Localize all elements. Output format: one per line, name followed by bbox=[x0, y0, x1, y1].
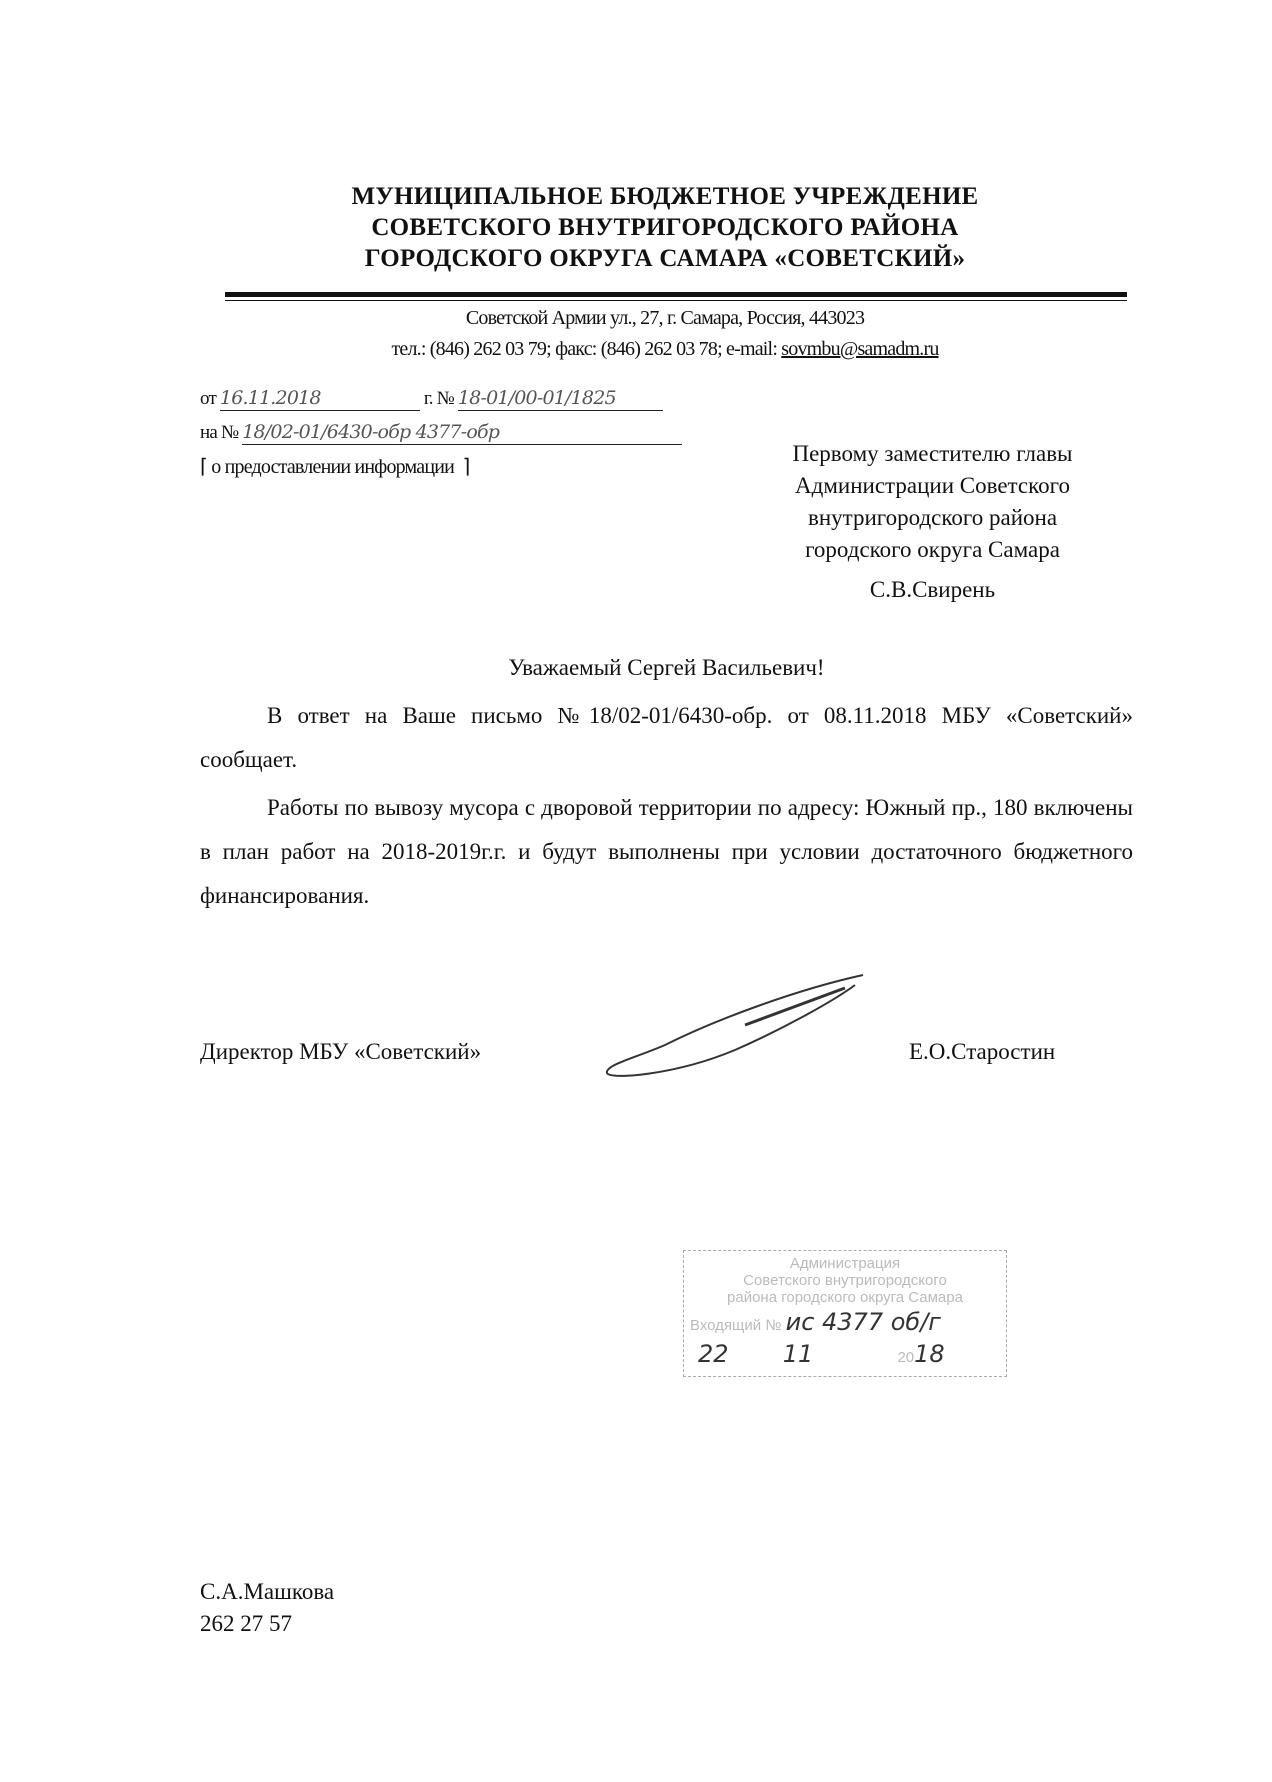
stamp-incoming-label: Входящий № bbox=[690, 1317, 782, 1334]
outgoing-ref bbox=[200, 382, 720, 416]
outgoing-number: 18-01/00-01/1825 bbox=[458, 386, 663, 411]
bracket-right: ⌉ bbox=[454, 456, 470, 478]
stamp-day: 22 bbox=[698, 1340, 729, 1368]
header-rule-thin bbox=[225, 300, 1127, 301]
stamp-line: Администрация bbox=[789, 1255, 901, 1272]
reference-block bbox=[200, 382, 720, 484]
paragraph-2: Работы по вывозу мусора с дворовой территории по адресу: Южный пр., 180 включены в план работ на 2018-2019г.г. и будут выполнены при условии достаточного бюджетного финансирования. bbox=[200, 795, 1133, 908]
executor-block bbox=[200, 1576, 334, 1640]
outgoing-date: 16.11.2018 bbox=[220, 386, 420, 411]
greeting: Уважаемый Сергей Васильевич! bbox=[508, 655, 825, 680]
handwritten-signature bbox=[595, 970, 865, 1085]
signatory-position: Директор МБУ «Советский» bbox=[200, 1039, 482, 1064]
executor-name: С.А.Машкова bbox=[200, 1579, 335, 1604]
number-label: г. № bbox=[423, 388, 454, 409]
email-link[interactable]: sovmbu@samadm.ru bbox=[781, 338, 939, 360]
org-address: Советской Армии ул., 27, г. Самара, Россия, 443023 bbox=[465, 307, 865, 329]
stamp-year-prefix: 20 bbox=[897, 1349, 915, 1366]
stamp-incoming-number: ис 4377 об/г bbox=[785, 1308, 941, 1336]
addressee-line: Первому заместителю главы bbox=[792, 441, 1073, 466]
stamp-line: района городского округа Самара bbox=[727, 1289, 963, 1306]
signatory-name: Е.О.Старостин bbox=[909, 1039, 1056, 1064]
executor-phone: 262 27 57 bbox=[200, 1611, 292, 1636]
from-label: от bbox=[200, 388, 216, 409]
stamp-incoming-row bbox=[684, 1306, 1006, 1338]
org-contact-block bbox=[0, 305, 1272, 362]
paragraph-1: В ответ на Ваше письмо №18/02-01/6430-обр. от 08.11.2018 МБУ «Советский» сообщает. bbox=[200, 703, 1133, 772]
stamp-month: 11 bbox=[782, 1340, 814, 1368]
org-name-line-2: СОВЕТСКОГО ВНУТРИГОРОДСКОГО РАЙОНА bbox=[371, 214, 959, 241]
letter-body bbox=[200, 646, 1133, 918]
contacts-text: тел.: (846) 262 03 79; факс: (846) 262 03 78; e-mail: bbox=[391, 338, 782, 360]
org-name-line-3: ГОРОДСКОГО ОКРУГА САМАРА «СОВЕТСКИЙ» bbox=[364, 245, 966, 272]
reply-label: на № bbox=[200, 422, 239, 443]
addressee-line: городского округа Самара bbox=[805, 537, 1060, 562]
addressee-line: внутригородского района bbox=[807, 505, 1058, 530]
stamp-date-row bbox=[684, 1338, 1006, 1370]
stamp-year: 18 bbox=[914, 1340, 945, 1368]
subject bbox=[200, 450, 720, 484]
stamp-line: Советского внутригородского bbox=[743, 1272, 947, 1289]
addressee-block bbox=[740, 438, 1125, 606]
subject-text: о предоставлении информации bbox=[211, 456, 455, 478]
org-name-block bbox=[0, 181, 1272, 274]
org-contacts bbox=[0, 336, 1272, 362]
addressee-line: Администрации Советского bbox=[795, 473, 1070, 498]
org-name-line-1: МУНИЦИПАЛЬНОЕ БЮДЖЕТНОЕ УЧРЕЖДЕНИЕ bbox=[351, 183, 979, 210]
reply-ref bbox=[200, 416, 720, 450]
addressee-name: С.В.Свирень bbox=[869, 577, 996, 602]
bracket-left: ⌈ bbox=[200, 456, 212, 478]
header-rule-thick bbox=[225, 292, 1127, 297]
reply-number: 18/02-01/6430-обр 4377-обр bbox=[242, 420, 682, 445]
incoming-registration-stamp bbox=[683, 1250, 1007, 1377]
